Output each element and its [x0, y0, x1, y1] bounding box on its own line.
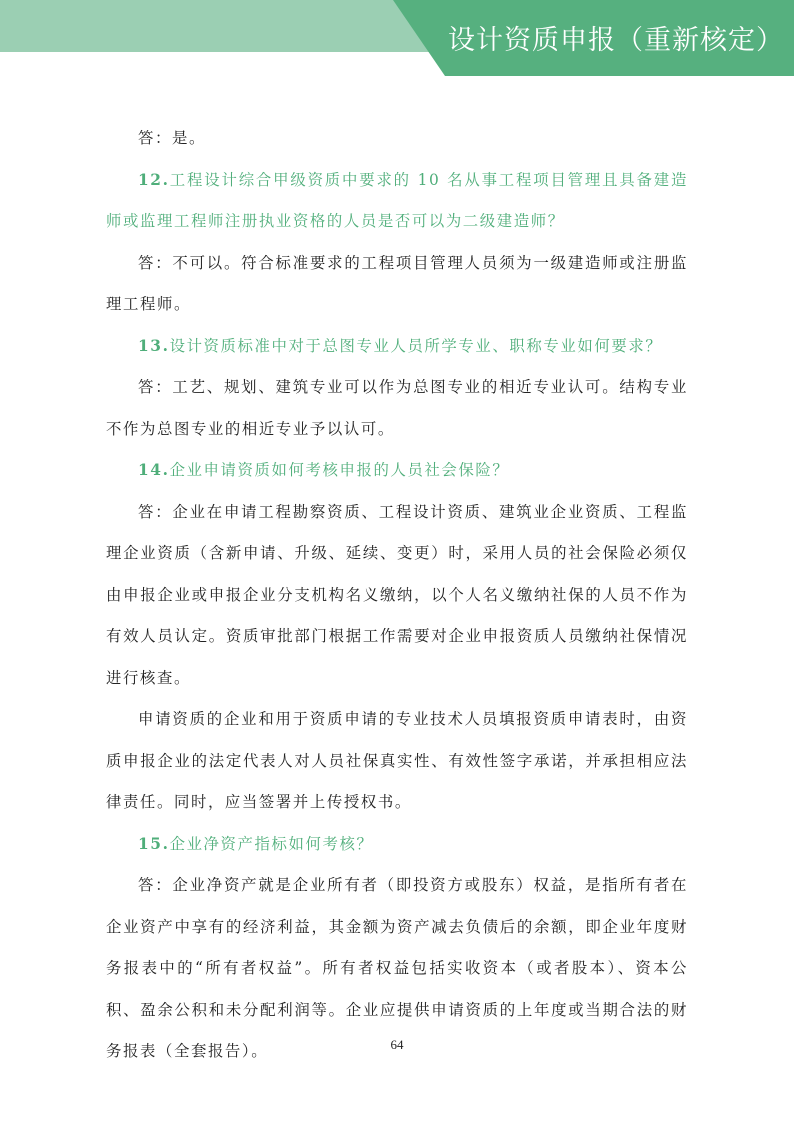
question-14: [106, 450, 688, 492]
answer-paragraph: 答：不可以。符合标准要求的工程项目管理人员须为一级建造师或注册监理工程师。: [106, 253, 688, 313]
section-title: 设计资质申报（重新核定）: [448, 25, 784, 56]
question-text: 工程设计综合甲级资质中要求的 10 名从事工程项目管理且具备建造师或监理工程师注册执业资格的人员是否可以为二级建造师？: [106, 170, 688, 230]
question-text: 企业净资产指标如何考核？: [169, 834, 374, 853]
document-body: [106, 118, 688, 1073]
answer-paragraph: 答：企业净资产就是企业所有者（即投资方或股东）权益，是指所有者在企业资产中享有的经济利益，其金额为资产减去负债后的余额，即企业年度财务报表中的“所有者权益”。所有者权益包括实收资本（或者股本）、资本公积、盈余公积和未分配利润等。企业应提供申请资质的上年度或当期合法的财务报表（全套报告）。: [106, 876, 688, 1060]
question-text: 企业申请资质如何考核申报的人员社会保险？: [169, 461, 510, 479]
header-light-band: [0, 0, 430, 52]
question-13: [106, 326, 688, 368]
question-number: 13.: [138, 336, 170, 355]
answer-paragraph: 答：是。: [138, 129, 206, 147]
question-text: 设计资质标准中对于总图专业人员所学专业、职称专业如何要求？: [169, 336, 663, 355]
answer-paragraph: 答：工艺、规划、建筑专业可以作为总图专业的相近专业认可。结构专业不作为总图专业的相近专业予以认可。: [106, 378, 688, 438]
answer-paragraph: 答：企业在申请工程勘察资质、工程设计资质、建筑业企业资质、工程监理企业资质（含新申请、升级、延续、变更）时，采用人员的社会保险必须仅由申报企业或申报企业分支机构名义缴纳，以个人名义缴纳社保的人员不作为有效人员认定。资质审批部门根据工作需要对企业申报资质人员缴纳社保情况进行核查。: [106, 502, 688, 687]
question-number: 15.: [138, 834, 170, 853]
question-15: [106, 824, 688, 866]
question-12: [106, 160, 688, 243]
question-number: 14.: [138, 461, 170, 479]
question-number: 12.: [138, 170, 170, 189]
page-number: 64: [390, 1037, 404, 1052]
answer-paragraph: 申请资质的企业和用于资质申请的专业技术人员填报资质申请表时，由资质申报企业的法定代表人对人员社保真实性、有效性签字承诺，并承担相应法律责任。同时，应当签署并上传授权书。: [106, 710, 688, 811]
